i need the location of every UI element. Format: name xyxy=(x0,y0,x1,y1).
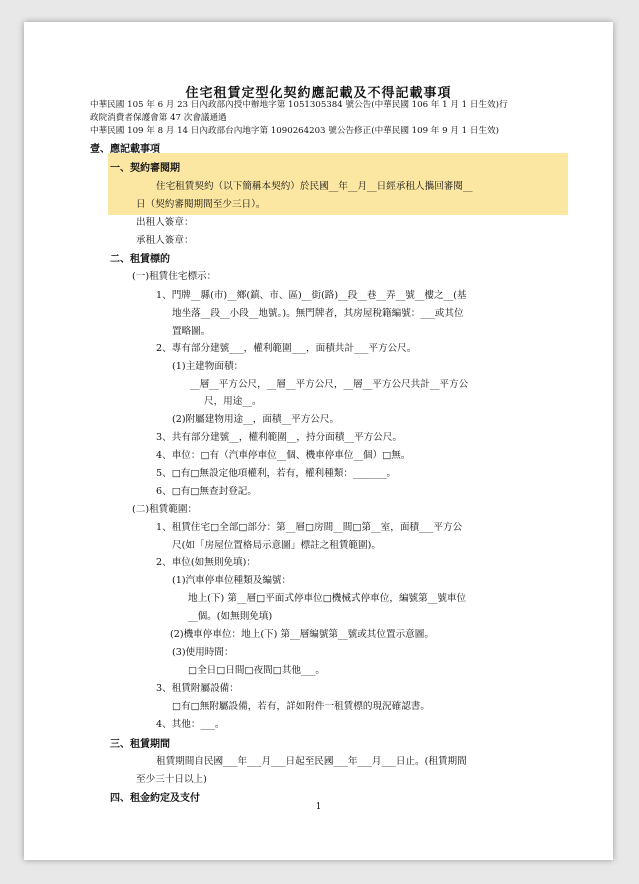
s2-range2-2: (2)機車停車位：地上(下) 第__層編號第__號或其位置示意圖。 xyxy=(170,629,434,640)
s2-range2-3: (3)使用時間： xyxy=(172,647,234,658)
landlord-signature-label: 出租人簽章： xyxy=(136,217,194,228)
s4-heading: 四、租金約定及支付 xyxy=(110,793,200,804)
page-number: 1 xyxy=(315,802,322,812)
s2-range2-3-options: □全日□日間□夜間□其他___。 xyxy=(188,665,325,676)
meta-line-3: 中華民國 109 年 8 月 14 日內政部台內地字第 1090264203 號公告修正(中華民國 109 年 9 月 1 日生效) xyxy=(90,126,499,136)
document-title: 住宅租賃定型化契約應記載及不得記載事項 xyxy=(185,86,452,101)
s2-range2-1-line-b: __個。(如無則免填) xyxy=(188,611,273,622)
s1-text-1: 住宅租賃契約（以下簡稱本契約）於民國__年__月__日經承租人攜回審閱__ xyxy=(156,181,473,192)
s2-item2-1-line-b: 尺，用途__。 xyxy=(204,396,262,407)
s2-sub1: (一)租賃住宅標示： xyxy=(132,271,217,282)
s2-item3: 3、共有部分建號__，權利範圍__，持分面積__平方公尺。 xyxy=(156,432,402,443)
s2-item6: 6、□有□無查封登記。 xyxy=(156,486,257,497)
s2-item2: 2、專有部分建號___，權利範圍___，面積共計___平方公尺。 xyxy=(156,343,417,354)
tenant-signature-label: 承租人簽章： xyxy=(136,235,194,246)
s2-item1-line-b: 地坐落__段__小段__地號。)。無門牌者，其房屋稅籍編號：___或其位 xyxy=(172,308,464,319)
s2-range3-detail: □有□無附屬設備，若有，詳如附件一租賃標的現況確認書。 xyxy=(172,701,430,712)
s2-range1-line-b: 尺(如「房屋位置格局示意圖」標註之租賃範圍)。 xyxy=(172,540,381,551)
s2-range2-1-line-a: 地上(下) 第__層□平面式停車位□機械式停車位，編號第__號車位 xyxy=(188,593,467,604)
s2-range3: 3、租賃附屬設備： xyxy=(156,683,239,694)
s3-text-2: 至少三十日以上) xyxy=(136,774,207,785)
s1-text-2: 日（契約審閱期間至少三日）。 xyxy=(136,199,266,210)
s2-range2-1: (1)汽車停車位種類及編號： xyxy=(172,575,292,586)
meta-line-2: 政院消費者保護會第 47 次會議通過 xyxy=(90,113,227,123)
s2-item2-2: (2)附屬建物用途__，面積__平方公尺。 xyxy=(172,414,340,425)
s2-item1-line-a: 1、門牌__縣(市)__鄉(鎮、市、區)__街(路)__段__巷__弄__號__樓之__(基 xyxy=(156,290,467,301)
s3-heading: 三、租賃期間 xyxy=(110,739,170,750)
s1-heading: 一、契約審閱期 xyxy=(110,163,180,174)
s3-text-1: 租賃期間自民國___年___月___日起至民國___年___月___日止。(租賃期間 xyxy=(156,756,467,767)
s2-range2: 2、車位(如無則免填)： xyxy=(156,557,256,568)
section-main-heading: 壹、應記載事項 xyxy=(90,144,160,155)
s2-item4: 4、車位：□有（汽車停車位__個、機車停車位__個）□無。 xyxy=(156,450,411,461)
s2-sub2: (二)租賃範圍： xyxy=(132,504,198,515)
s2-range1-line-a: 1、租賃住宅□全部□部分：第__層□房間__間□第__室，面積___平方公 xyxy=(156,522,463,533)
s2-heading: 二、租賃標的 xyxy=(110,254,170,265)
s2-item5: 5、□有□無設定他項權利，若有，權利種類：_______。 xyxy=(156,468,397,479)
document-page xyxy=(24,22,613,860)
meta-line-1: 中華民國 105 年 6 月 23 日內政部內授中辦地字第 1051305384 號公告(中華民國 106 年 1 月 1 日生效)行 xyxy=(90,100,508,110)
s2-range4: 4、其他：___。 xyxy=(156,719,225,730)
s2-item2-1: (1)主建物面積： xyxy=(172,361,244,372)
s2-item1-line-c: 置略圖。 xyxy=(172,326,211,337)
s2-item2-1-line-a: __層__平方公尺，__層__平方公尺，__層__平方公尺共計__平方公 xyxy=(190,379,469,390)
